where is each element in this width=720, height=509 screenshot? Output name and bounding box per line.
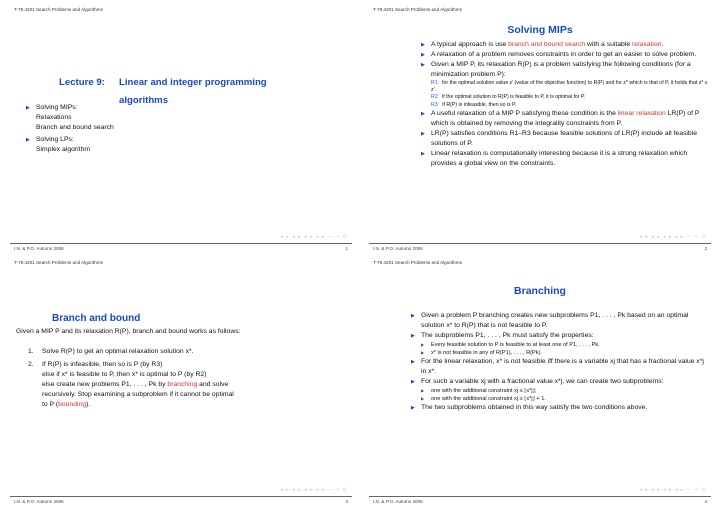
bullet: ▶ The subproblems P1, . . . , Pk must satisfy the properties: <box>411 331 707 341</box>
slide-4 <box>363 257 717 507</box>
bullet: ▶ Given a MIP P, its relaxation R(P) is a problem satisfying the following conditions (for a minimization problem P): <box>421 60 711 80</box>
slide-2 <box>363 4 717 254</box>
slide-title: Solving MIPs <box>507 24 573 36</box>
slide-header: T-79.4201 Search Problems and Algorithms <box>4 257 358 266</box>
outline-item: ▶ Solving MIPs: Relaxations Branch and bound search <box>26 103 346 133</box>
page-number: 1 <box>345 246 348 251</box>
slide-body <box>411 311 707 413</box>
sub-bullet: ▶ one with the additional constraint xj ≥ ⌊x*j⌋ + 1. <box>421 395 707 403</box>
step-2: 2. If R(P) is infeasible, then so is P (by R3) else if x* is feasible to P, then x* is optimal to P (by R2) else create new problems P1, . . . , Pk by branching and solve recursively. Stop examining a subproblem if it cannot be optimal to P (bounding). <box>28 361 234 408</box>
condition-r2: R2: if the optimal solution to R(P) is feasible to P, it is optimal for P. <box>431 94 586 101</box>
sub-bullet: ▶ x* is not feasible in any of R(P1), . . . , R(Pk). <box>421 349 707 357</box>
bullet: ▶ A typical approach is use branch and bound search with a suitable relaxation. <box>421 40 711 50</box>
page-number: 4 <box>704 499 707 504</box>
step-1: 1. Solve R(P) to get an optimal relaxation solution x*. <box>28 348 194 355</box>
bullet: ▶ A relaxation of a problem removes constraints in order to get an easier to solve problem. <box>421 50 711 60</box>
bullet: ▶ Linear relaxation is computationally interesting because it is a strong relaxation which provides a global view on the constraints. <box>421 149 711 169</box>
bullet: ▶ A useful relaxation of a MIP P satisfying these condition is the linear relaxation LR(P) of P which is obtained by removing the integrality constraints from P. <box>421 109 711 129</box>
page-number: 2 <box>704 246 707 251</box>
nav-controls[interactable]: ◂ ▸ ◂ ▸ ◂ ▸ ◂ ▸ ∽ ∾ ⊙ <box>280 487 348 493</box>
slide-title: Branch and bound <box>52 313 141 324</box>
lecture-title: Lecture 9: Linear and integer programming algorithms <box>59 77 267 106</box>
slide-body <box>421 40 711 169</box>
slide-footer: I.N. & P.O. Autumn 2006 1 <box>14 246 348 251</box>
sub-bullet: ▶ Every feasible solution to P is feasible to at least one of P1, . . . , Pk. <box>421 341 707 349</box>
bullet: ▶ For the linear relaxation, x* is not feasible iff there is a variable xj that has a fractional value x*j in x*. <box>411 357 707 377</box>
condition-r3: R3: If R(P) is infeasible, then so is P. <box>431 101 517 108</box>
slide-1 <box>4 4 358 254</box>
nav-controls[interactable]: ◂ ▸ ◂ ▸ ◂ ▸ ◂ ▸ ∽ ∾ ⊙ <box>280 234 348 240</box>
outline-list <box>26 103 346 155</box>
nav-controls[interactable]: ◂ ▸ ◂ ▸ ◂ ▸ ◂ ▸ ∽ ∾ ⊙ <box>639 234 707 240</box>
page-number: 3 <box>345 499 348 504</box>
bullet: ▶ LR(P) satisfies conditions R1–R3 because feasible solutions of LR(P) include all feasible solutions of P. <box>421 129 711 149</box>
slide-header: T-79.4201 Search Problems and Algorithms <box>363 4 717 13</box>
bullet: ▶ The two subproblems obtained in this way satisfy the two conditions above. <box>411 403 707 413</box>
slide-3 <box>4 257 358 507</box>
nav-controls[interactable]: ◂ ▸ ◂ ▸ ◂ ▸ ◂ ▸ ∽ ∾ ⊙ <box>639 487 707 493</box>
bullet: ▶ Given a problem P branching creates new subproblems P1, . . . , Pk based on an optimal solution x* to R(P) that is not feasible to P. <box>411 311 707 331</box>
slide-body <box>16 327 346 410</box>
slide-header: T-79.4201 Search Problems and Algorithms <box>363 257 717 266</box>
sub-bullet: ▶ one with the additional constraint xj ≤ ⌊x*j⌋; <box>421 387 707 395</box>
intro-text: Given a MIP P and its relaxation R(P), branch and bound works as follows: <box>16 328 241 335</box>
slide-footer: I.N. & P.O. Autumn 2006 2 <box>373 246 707 251</box>
slide-footer: I.N. & P.O. Autumn 2006 4 <box>373 499 707 504</box>
slide-header: T-79.4201 Search Problems and Algorithms <box>4 4 358 13</box>
bullet: ▶ For such a variable xj with a fractional value x*j, we can create two subproblems: <box>411 377 707 387</box>
outline-item: ▶ Solving LPs: Simplex algorithm <box>26 135 346 155</box>
slide-footer: I.N. & P.O. Autumn 2006 3 <box>14 499 348 504</box>
condition-r1: R1: for the optimal solution value z′ (value of the objective function) to R(P) and for z* which is that of P, it holds that z* ≥ z′. <box>431 80 708 94</box>
slide-title: Branching <box>514 285 566 297</box>
